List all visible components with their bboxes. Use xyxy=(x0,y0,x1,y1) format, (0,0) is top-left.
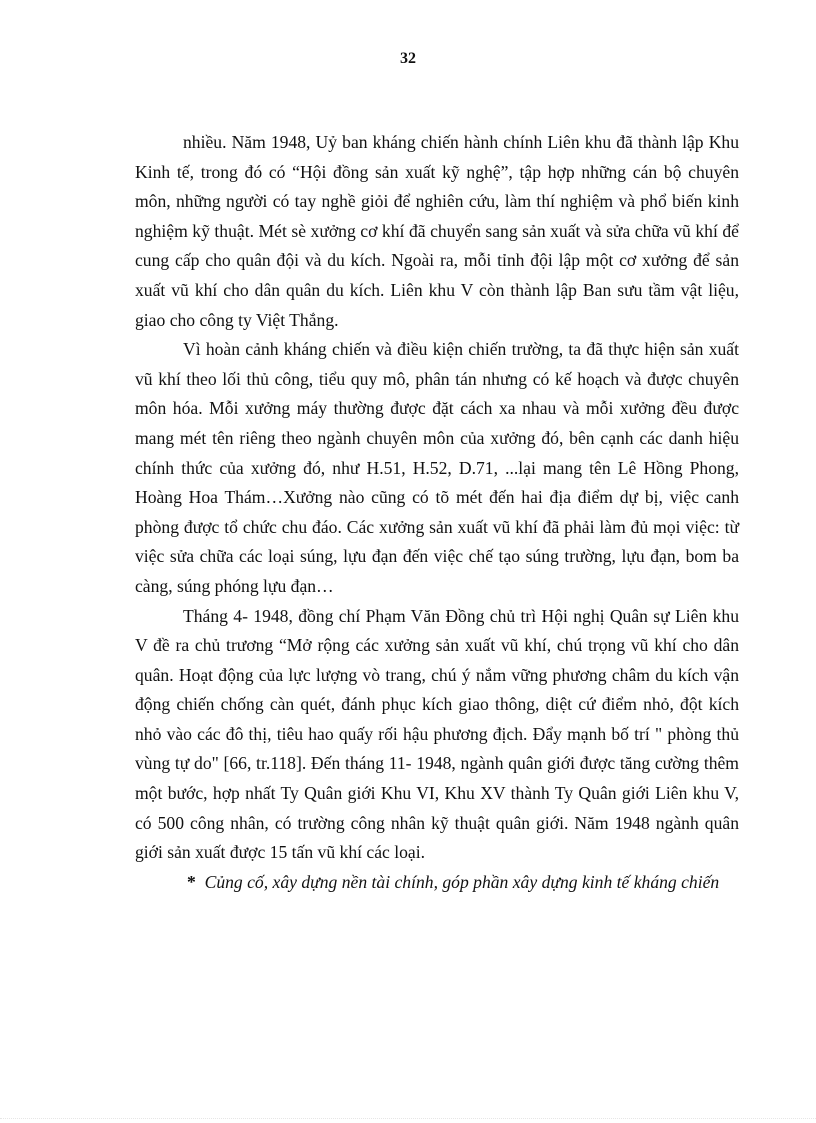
paragraph-3: Tháng 4- 1948, đồng chí Phạm Văn Đồng chủ trì Hội nghị Quân sự Liên khu V đề ra chủ trương “Mở rộng các xưởng sản xuất vũ khí, chú trọng vũ khí cho dân quân. Hoạt động của lực lượng vò trang, chú ý nắm vững phương châm du kích vận động chiến chống càn quét, đánh phục kích giao thông, diệt cứ điểm nhỏ, đột kích nhỏ vào các đô thị, tiêu hao quấy rối hậu phương địch. Đẩy mạnh bố trí " phòng thủ vùng tự do" [66, tr.118]. Đến tháng 11- 1948, ngành quân giới được tăng cường thêm một bước, hợp nhất Ty Quân giới Khu VI, Khu XV thành Ty Quân giới Liên khu V, có 500 công nhân, có trường công nhân kỹ thuật quân giới. Năm 1948 ngành quân giới sản xuất được 15 tấn vũ khí các loại. xyxy=(135,605,739,863)
section-heading-text: Củng cố, xây dựng nền tài chính, góp phần xây dựng kinh tế kháng chiến xyxy=(204,871,720,892)
section-heading xyxy=(135,868,739,898)
document-body xyxy=(135,128,739,897)
paragraph-1: nhiều. Năm 1948, Uỷ ban kháng chiến hành chính Liên khu đã thành lập Khu Kinh tế, trong đó có “Hội đồng sản xuất kỹ nghệ”, tập hợp những cán bộ chuyên môn, những người có tay nghề giỏi để nghiên cứu, làm thí nghiệm và phổ biến kinh nghiệm kỹ thuật. Mét sè xưởng cơ khí đã chuyển sang sản xuất và sửa chữa vũ khí để cung cấp cho quân đội và du kích. Ngoài ra, mỗi tỉnh đội lập một cơ xưởng để sản xuất vũ khí cho dân quân du kích. Liên khu V còn thành lập Ban sưu tầm vật liệu, giao cho công ty Việt Thắng. xyxy=(135,132,739,330)
paragraph-2: Vì hoàn cảnh kháng chiến và điều kiện chiến trường, ta đã thực hiện sản xuất vũ khí theo lối thủ công, tiểu quy mô, phân tán nhưng có kế hoạch và được chuyên môn hóa. Mỗi xưởng máy thường được đặt cách xa nhau và mỗi xưởng đều được mang mét tên riêng theo ngành chuyên môn của xưởng đó, bên cạnh các danh hiệu chính thức của xưởng đó, như H.51, H.52, D.71, ...lại mang tên Lê Hồng Phong, Hoàng Hoa Thám…Xưởng nào cũng có tõ mét đến hai địa điểm dự bị, việc canh phòng được tổ chức chu đáo. Các xưởng sản xuất vũ khí đã phải làm đủ mọi việc: từ việc sửa chữa các loại súng, lựu đạn đến việc chế tạo súng trường, lựu đạn, bom ba càng, súng phóng lựu đạn… xyxy=(135,339,739,596)
page-border-line xyxy=(0,1118,816,1119)
page-number: 32 xyxy=(400,50,416,67)
bullet-marker: * xyxy=(187,871,196,892)
